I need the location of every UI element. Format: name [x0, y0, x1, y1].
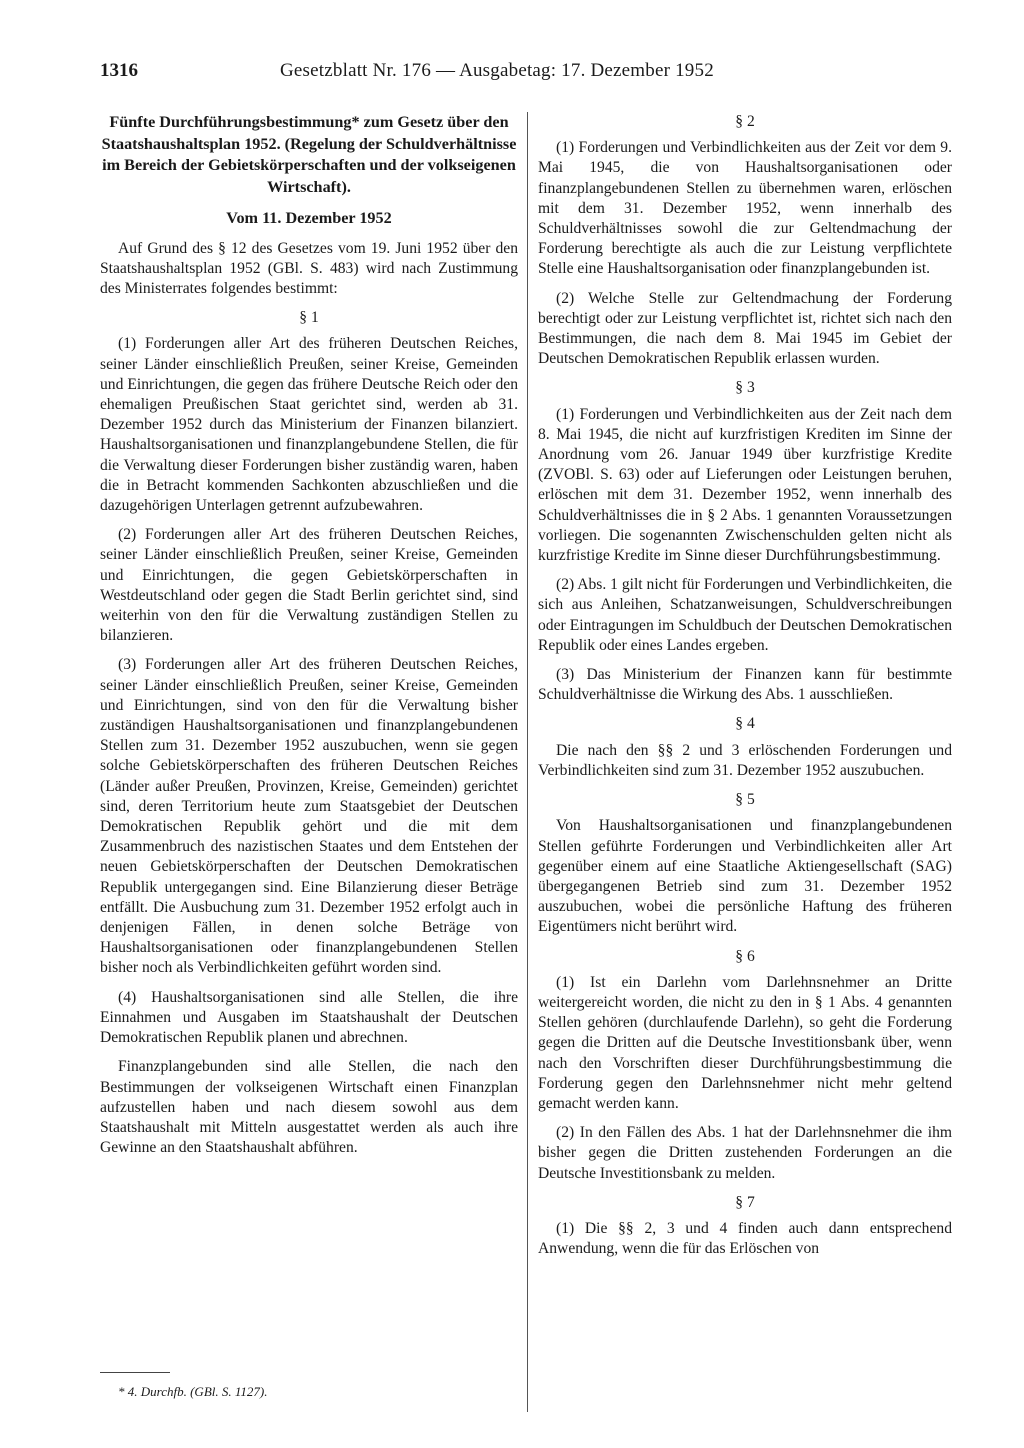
section-3-heading: § 3 [735, 379, 755, 397]
page-header [100, 58, 964, 88]
page-number: 1316 [100, 60, 138, 81]
section-6-paragraph-2: (2) In den Fällen des Abs. 1 hat der Darlehnsnehmer die ihm bisher gegen die Dritten zustehenden Forderungen an die Deutsche Investitionsbank zu melden. [538, 1124, 952, 1182]
section-7-paragraph-1: (1) Die §§ 2, 3 und 4 finden auch dann entsprechend Anwendung, wenn die für das Erlöschen von [538, 1219, 952, 1258]
section-6-paragraph-1: (1) Ist ein Darlehn vom Darlehnsnehmer an Dritte weitergereicht worden, die nicht zu den in § 1 Abs. 4 genannten Stellen gehören (durchlaufende Darlehn), so geht die Forderung gegen die Dritten auf die Deutsche Investitionsbank über, wenn nach den Vorschriften dieser Durchführungsbestimmung die Forderung gegen den Darlehnsnehmer nicht mehr geltend gemacht werden kann. [538, 973, 952, 1112]
section-1-paragraph-4: (4) Haushaltsorganisationen sind alle Stellen, die ihre Einnahmen und Ausgaben im Staatshaushalt der Deutschen Demokratischen Republik planen und abrechnen. [100, 988, 518, 1047]
left-column [100, 112, 518, 1167]
section-3-paragraph-3: (3) Das Ministerium der Finanzen kann für bestimmte Schuldverhältnisse die Wirkung des Abs. 1 ausschließen. [538, 666, 952, 704]
document-date: Vom 11. Dezember 1952 [226, 209, 392, 228]
gazette-issue-title: Gesetzblatt Nr. 176 — Ausgabetag: 17. Dezember 1952 [280, 60, 714, 81]
section-1-heading: § 1 [299, 309, 319, 327]
preamble: Auf Grund des § 12 des Gesetzes vom 19. Juni 1952 über den Staatshaushaltsplan 1952 (GBl. S. 483) wird nach Zustimmung des Ministerrates folgendes bestimmt: [100, 239, 518, 297]
section-4-heading: § 4 [735, 715, 755, 733]
footnote: * 4. Durchfb. (GBl. S. 1127). [118, 1384, 268, 1399]
section-1-paragraph-3: (3) Forderungen aller Art des früheren Deutschen Reiches, seiner Länder einschließlich Preußen, seiner Kreise, Gemeinden und Einrichtungen, sind von den für die Verwaltung bisher zuständigen Haushaltsorganisationen und finanzplangebundenen Stellen zum 31. Dezember 1952 auszubuchen, wenn sie gegen solche Gebietskörperschaften des früheren Deutschen Reiches (Länder außer Preußen, Provinzen, Kreise, Gemeinden) gerichtet sind, deren Territorium heute zum Staatsgebiet der Deutschen Demokratischen Republik gehört und die mit dem Zusammenbruch des nazistischen Staates und dem Entstehen der neuen Gebietskörperschaften der Deutschen Demokratischen Republik untergegangen sind. Eine Bilanzierung dieser Beträge entfällt. Die Ausbuchung zum 31. Dezember 1952 erfolgt auch in denjenigen Fällen, in denen solche Beträge von Haushaltsorganisationen oder finanzplangebundenen Stellen bisher noch als Verbindlichkeiten geführt worden sind. [100, 656, 518, 977]
column-divider [527, 112, 528, 1412]
section-3-paragraph-1: (1) Forderungen und Verbindlichkeiten aus der Zeit nach dem 8. Mai 1945, die nicht auf kurzfristigen Krediten im Sinne der Anordnung vom 26. Januar 1949 über kurzfristige Kredite (ZVOBl. S. 63) oder auf Lieferungen oder Leistungen beruhen, erlöschen mit dem 31. Dezember 1952, wenn innerhalb des Schuldverhältnisses die in § 2 Abs. 1 genannten Voraussetzungen vorliegen. Die sogenannten Zwischenschulden gelten nicht als kurzfristige Kredite im Sinne dieser Durchführungsbestimmung. [538, 405, 952, 565]
section-1-paragraph-2: (2) Forderungen aller Art des früheren Deutschen Reiches, seiner Länder einschließlich Preußen, seiner Kreise, Gemeinden und Einrichtungen, die gegen Gebietskörperschaften in Westdeutschland oder gegen die Stadt Berlin gerichtet sind, sind weiterhin von den für die Verwaltung zuständigen Stellen zu bilanzieren. [100, 526, 518, 645]
footnote-rule [100, 1372, 170, 1373]
section-2-paragraph-1: (1) Forderungen und Verbindlichkeiten aus der Zeit vor dem 9. Mai 1945, die von Haushaltsorganisationen oder finanzplangebundenen Stellen zu übernehmen waren, erlöschen mit dem 31. Dezember 1952, wenn innerhalb des Schuldverhältnisses sowohl die zur Geltendmachung der Forderung berechtigte als auch die zur Leistung verpflichtete Stelle eine Haushaltsorganisation oder finanzplangebunden ist. [538, 139, 952, 278]
section-2-paragraph-2: (2) Welche Stelle zur Geltendmachung der Forderung berechtigt oder zur Leistung verpflichtet ist, richtet sich nach den Bestimmungen, die nach dem 8. Mai 1945 im Gebiet der Deutschen Demokratischen Republik erlassen wurden. [538, 289, 952, 368]
section-1-paragraph-5: Finanzplangebunden sind alle Stellen, die nach den Bestimmungen der volkseigenen Wirtschaft einen Finanzplan aufzustellen haben und nach diesem sowohl aus dem Staatshaushalt mit Mitteln ausgestattet werden als auch ihre Gewinne an den Staatshaushalt abführen. [100, 1058, 518, 1157]
document-title: Fünfte Durchführungsbestimmung* zum Gesetz über den Staatshaushaltsplan 1952. (Regelung der Schuldverhältnisse im Bereich der Gebietskörperschaften und der volkseigenen Wirtschaft). [101, 113, 517, 196]
section-6-heading: § 6 [735, 947, 755, 965]
section-5-heading: § 5 [735, 791, 755, 809]
section-7-heading: § 7 [735, 1193, 755, 1211]
section-5-paragraph-1: Von Haushaltsorganisationen und finanzplangebundenen Stellen geführte Forderungen und Verbindlichkeiten aller Art gegenüber einem auf eine Staatliche Aktiengesellschaft (SAG) übergegangenen Betrieb sind zum 31. Dezember 1952 auszubuchen, wobei die persönliche Haftung des früheren Eigentümers nicht berührt wird. [538, 817, 952, 936]
right-column [538, 112, 952, 1268]
section-4-paragraph-1: Die nach den §§ 2 und 3 erlöschenden Forderungen und Verbindlichkeiten sind zum 31. Dezember 1952 auszubuchen. [538, 741, 952, 779]
section-2-heading: § 2 [735, 113, 755, 130]
section-1-paragraph-1: (1) Forderungen aller Art des früheren Deutschen Reiches, seiner Länder einschließlich Preußen, seiner Kreise, Gemeinden und Einrichtungen, die gegen das frühere Deutsche Reich oder den ehemaligen Preußischen Staat gerichtet sind, werden ab 31. Dezember 1952 durch das Ministerium der Finanzen bilanziert. Haushaltsorganisationen und finanzplangebundene Stellen, die für die Verwaltung dieser Forderungen bisher zuständig waren, haben die in Betracht kommenden Sachkonten abzuschließen und die dazugehörigen Unterlagen getrennt aufzubewahren. [100, 335, 518, 515]
section-3-paragraph-2: (2) Abs. 1 gilt nicht für Forderungen und Verbindlichkeiten, die sich aus Anleihen, Schatzanweisungen, Schuldverschreibungen oder Eintragungen im Schuldbuch der Deutschen Demokratischen Republik oder eines Landes ergeben. [538, 576, 952, 654]
